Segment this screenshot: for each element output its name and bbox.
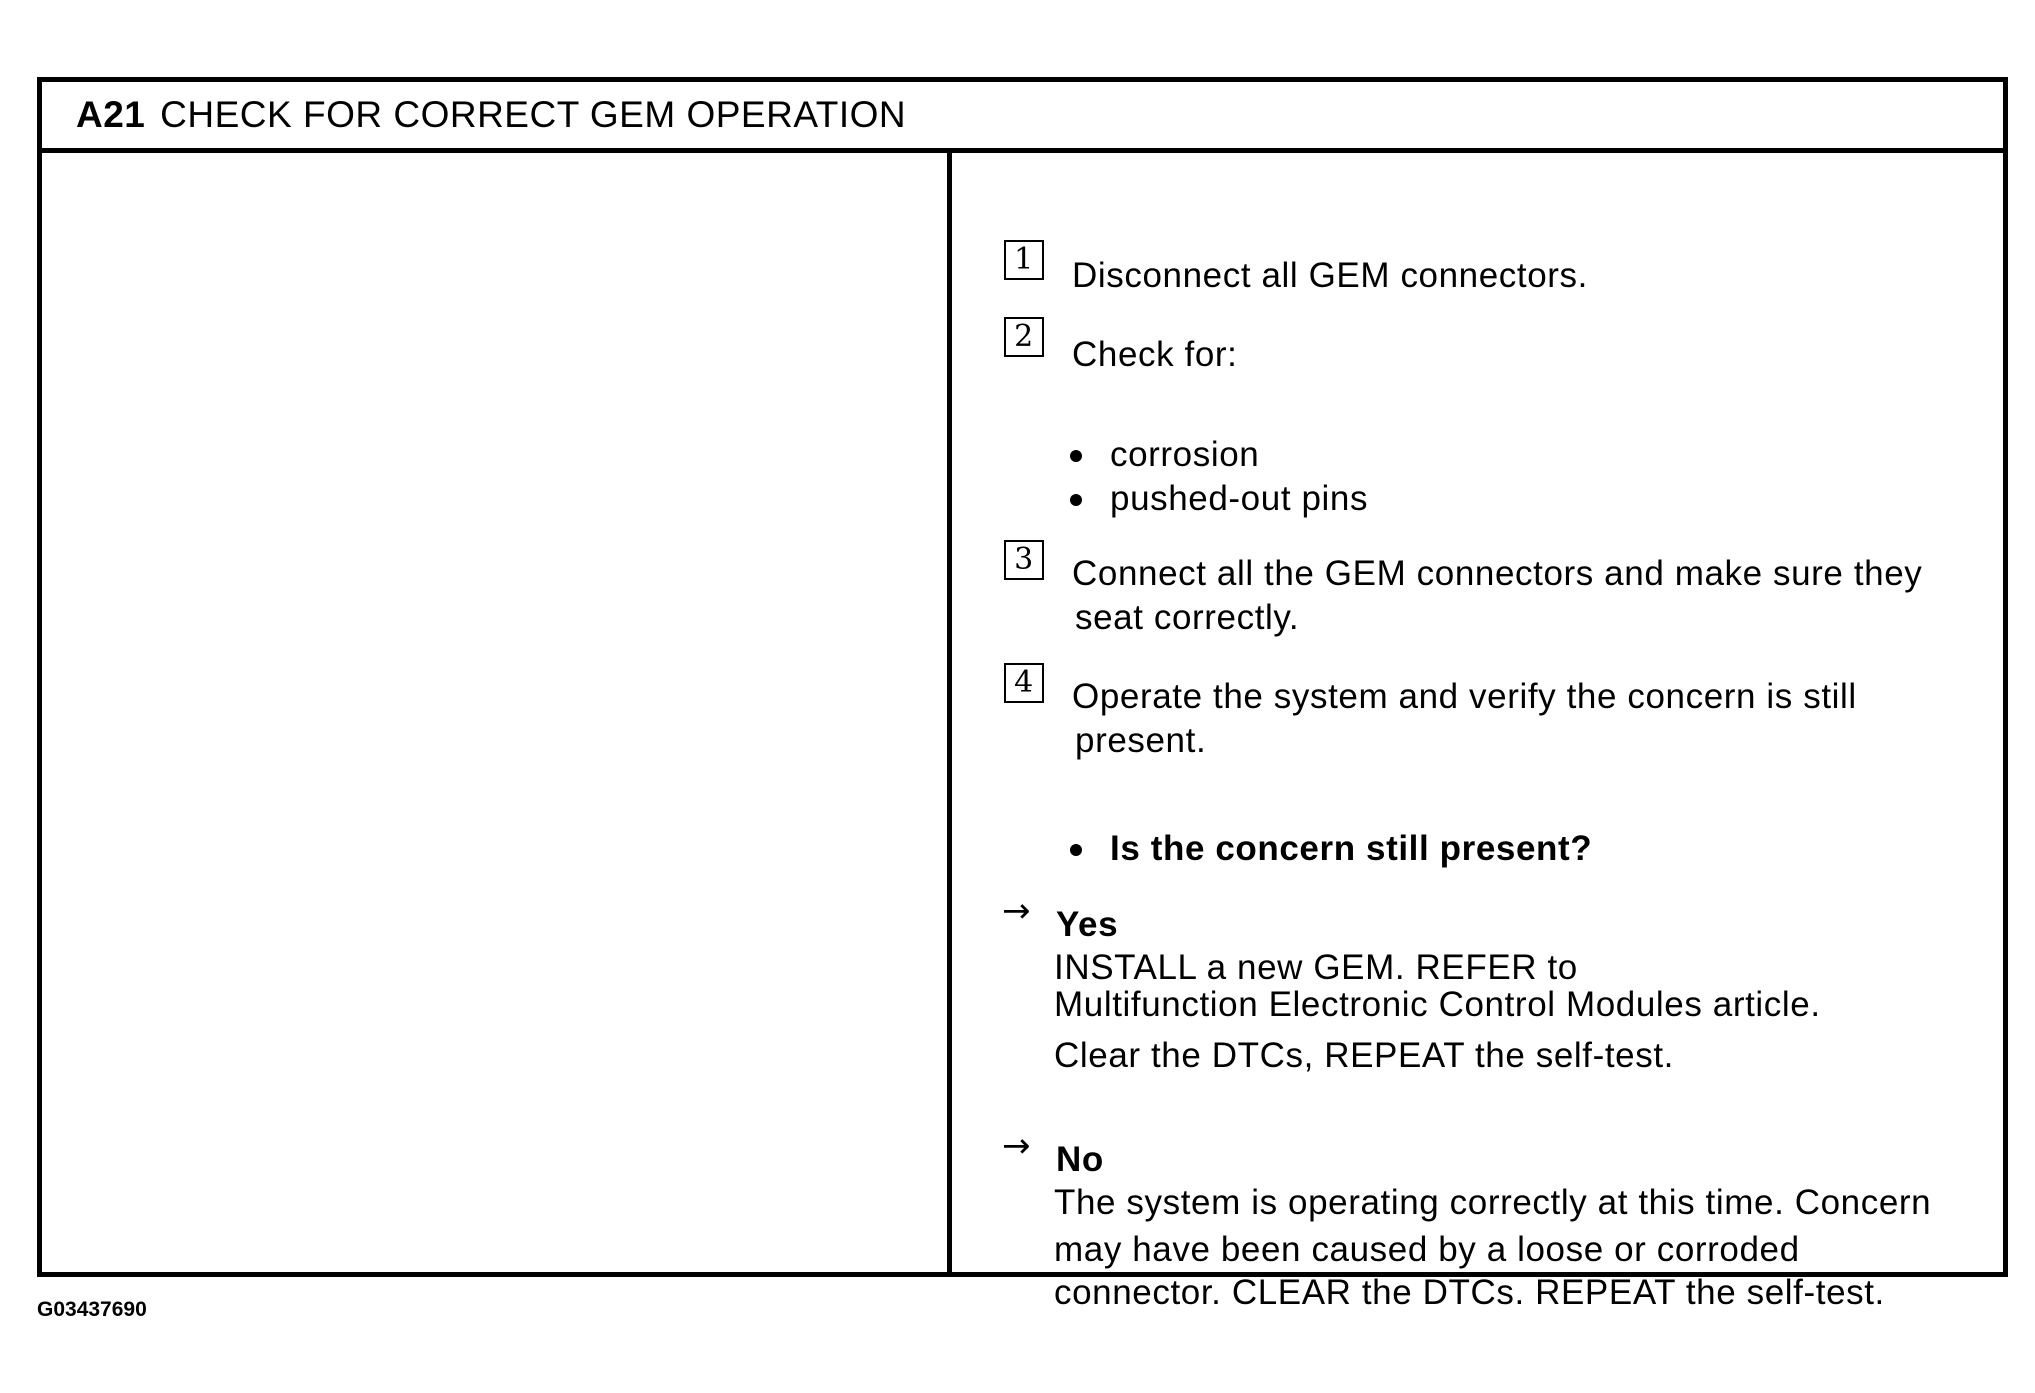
bullet-text: pushed-out pins bbox=[1110, 479, 1369, 518]
no-label: No bbox=[1056, 1140, 1104, 1179]
figure-id: G03437690 bbox=[37, 1298, 147, 1321]
yes-action-text: Multifunction Electronic Control Modules article. bbox=[1054, 985, 1821, 1024]
yes-action-text: Clear the DTCs, REPEAT the self-test. bbox=[1054, 1036, 1674, 1075]
step-number-box: 4 bbox=[1004, 663, 1044, 703]
step-text: Operate the system and verify the concern is still bbox=[1072, 677, 1857, 716]
question-text: Is the concern still present? bbox=[1110, 829, 1593, 868]
instructions-pane bbox=[952, 153, 2003, 1312]
yes-action-text: INSTALL a new GEM. REFER to bbox=[1054, 948, 1578, 987]
step-text: present. bbox=[1075, 721, 1207, 760]
arrow-right-icon: → bbox=[1002, 1126, 1032, 1166]
step-number-box: 1 bbox=[1004, 240, 1044, 280]
step-text: seat correctly. bbox=[1075, 598, 1300, 637]
procedure-title: CHECK FOR CORRECT GEM OPERATION bbox=[160, 94, 907, 135]
yes-label: Yes bbox=[1056, 905, 1119, 944]
no-action-text: The system is operating correctly at this time. Concern bbox=[1054, 1183, 1932, 1222]
illustration-pane bbox=[42, 153, 947, 1272]
step-code: A21 bbox=[76, 94, 146, 135]
step-text: Check for: bbox=[1072, 335, 1238, 374]
bullet-icon bbox=[1070, 494, 1082, 506]
step-number-box: 2 bbox=[1004, 317, 1044, 357]
procedure-header bbox=[42, 82, 2003, 153]
bullet-icon bbox=[1070, 450, 1082, 462]
no-action-text: connector. CLEAR the DTCs. REPEAT the self-test. bbox=[1054, 1273, 1885, 1312]
step-text: Disconnect all GEM connectors. bbox=[1072, 256, 1588, 295]
step-number-box: 3 bbox=[1004, 540, 1044, 580]
no-action-text: may have been caused by a loose or corroded bbox=[1054, 1230, 1800, 1269]
arrow-right-icon: → bbox=[1002, 891, 1032, 931]
step-text: Connect all the GEM connectors and make sure they bbox=[1072, 554, 1923, 593]
bullet-icon bbox=[1070, 844, 1082, 856]
bullet-text: corrosion bbox=[1110, 435, 1260, 474]
